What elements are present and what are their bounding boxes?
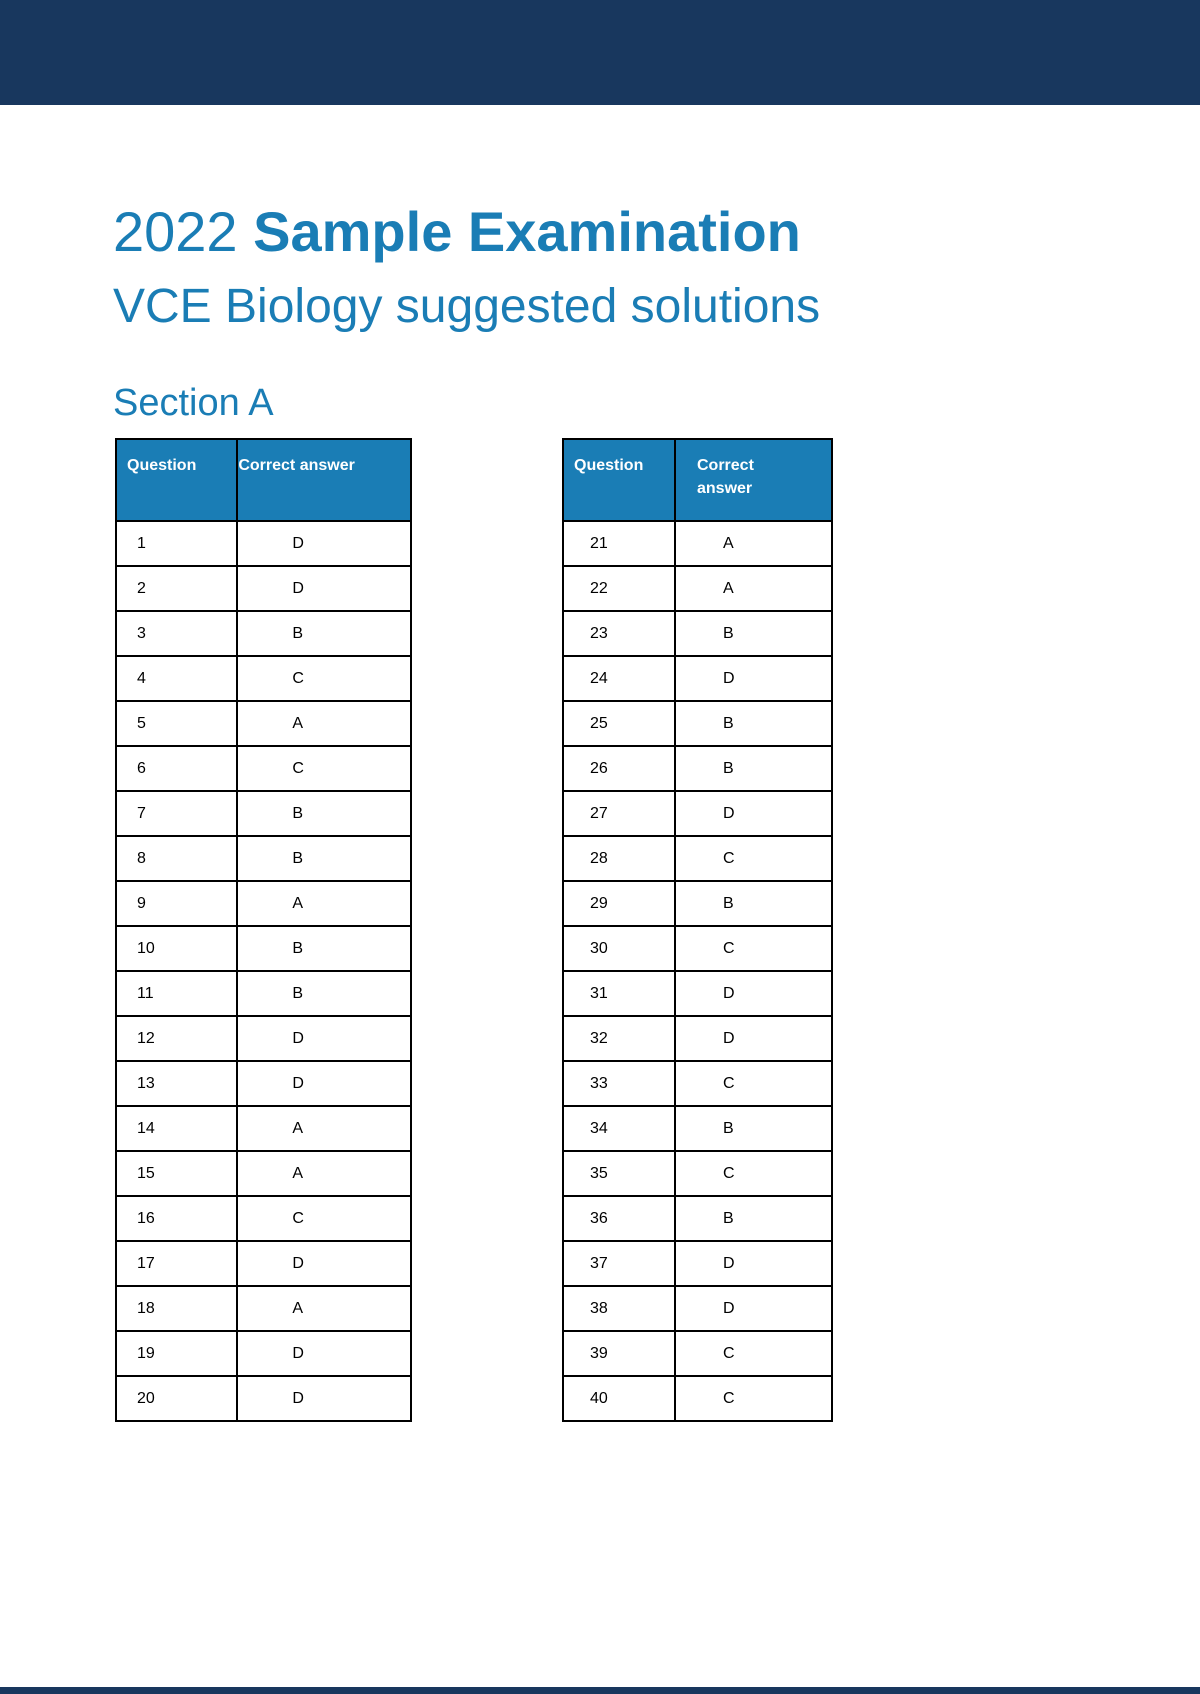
question-number-cell: 27 xyxy=(563,791,675,836)
correct-answer-cell: C xyxy=(237,746,411,791)
question-number-cell: 22 xyxy=(563,566,675,611)
question-number-cell: 28 xyxy=(563,836,675,881)
question-number-cell: 40 xyxy=(563,1376,675,1421)
table-row xyxy=(116,746,411,791)
question-number-cell: 3 xyxy=(116,611,237,656)
question-number-cell: 14 xyxy=(116,1106,237,1151)
correct-answer-cell: A xyxy=(237,881,411,926)
correct-answer-cell: D xyxy=(237,1016,411,1061)
correct-answer-cell: D xyxy=(675,656,832,701)
correct-answer-cell: B xyxy=(675,701,832,746)
table-row xyxy=(116,1106,411,1151)
question-number-cell: 5 xyxy=(116,701,237,746)
table-row xyxy=(116,1151,411,1196)
correct-answer-cell: C xyxy=(675,1331,832,1376)
question-number-cell: 6 xyxy=(116,746,237,791)
question-number-cell: 4 xyxy=(116,656,237,701)
question-number-cell: 29 xyxy=(563,881,675,926)
table-row xyxy=(563,566,832,611)
table-row xyxy=(563,1106,832,1151)
question-number-cell: 18 xyxy=(116,1286,237,1331)
table-header-row xyxy=(563,439,832,521)
correct-answer-cell: A xyxy=(675,566,832,611)
correct-answer-cell: D xyxy=(675,791,832,836)
table-row xyxy=(116,926,411,971)
table-row xyxy=(563,1376,832,1421)
correct-answer-cell: D xyxy=(237,566,411,611)
question-number-cell: 16 xyxy=(116,1196,237,1241)
correct-answer-cell: C xyxy=(237,656,411,701)
question-number-cell: 7 xyxy=(116,791,237,836)
correct-answer-cell: C xyxy=(675,1061,832,1106)
correct-answer-cell: B xyxy=(237,971,411,1016)
question-number-cell: 24 xyxy=(563,656,675,701)
table-row xyxy=(116,566,411,611)
correct-answer-cell: B xyxy=(675,1196,832,1241)
correct-answer-cell: C xyxy=(675,926,832,971)
question-number-cell: 9 xyxy=(116,881,237,926)
table-row xyxy=(563,1331,832,1376)
table-row xyxy=(116,701,411,746)
question-number-cell: 25 xyxy=(563,701,675,746)
table-row xyxy=(563,971,832,1016)
correct-answer-cell: C xyxy=(675,1376,832,1421)
correct-answer-cell: B xyxy=(237,611,411,656)
question-number-cell: 32 xyxy=(563,1016,675,1061)
table-row xyxy=(563,746,832,791)
table-row xyxy=(563,1286,832,1331)
correct-answer-cell: B xyxy=(237,791,411,836)
correct-answer-cell: B xyxy=(237,836,411,881)
answer-table-left xyxy=(115,438,412,1422)
page-title xyxy=(113,200,801,264)
table-header-row xyxy=(116,439,411,521)
table-row xyxy=(116,881,411,926)
section-heading: Section A xyxy=(113,382,274,424)
correct-answer-cell: D xyxy=(237,1061,411,1106)
table-row xyxy=(563,611,832,656)
question-number-cell: 31 xyxy=(563,971,675,1016)
table-row xyxy=(116,1241,411,1286)
question-number-cell: 12 xyxy=(116,1016,237,1061)
question-number-cell: 2 xyxy=(116,566,237,611)
table-row xyxy=(116,971,411,1016)
table-row xyxy=(116,1061,411,1106)
question-number-cell: 34 xyxy=(563,1106,675,1151)
table-row xyxy=(563,881,832,926)
title-main: Sample Examination xyxy=(253,200,801,263)
question-number-cell: 39 xyxy=(563,1331,675,1376)
question-number-cell: 13 xyxy=(116,1061,237,1106)
correct-answer-cell: D xyxy=(237,521,411,566)
table-body xyxy=(116,521,411,1421)
question-number-cell: 23 xyxy=(563,611,675,656)
question-number-cell: 33 xyxy=(563,1061,675,1106)
question-number-cell: 26 xyxy=(563,746,675,791)
header-banner xyxy=(0,0,1200,105)
table-row xyxy=(563,1241,832,1286)
table-row xyxy=(116,521,411,566)
table-row xyxy=(563,836,832,881)
correct-answer-cell: A xyxy=(237,1286,411,1331)
table-row xyxy=(116,1331,411,1376)
table-row xyxy=(116,1196,411,1241)
correct-answer-cell: D xyxy=(675,1016,832,1061)
question-number-cell: 15 xyxy=(116,1151,237,1196)
table-row xyxy=(563,701,832,746)
table-row xyxy=(116,791,411,836)
question-number-cell: 8 xyxy=(116,836,237,881)
table-row xyxy=(563,656,832,701)
correct-answer-cell: B xyxy=(675,1106,832,1151)
question-number-cell: 35 xyxy=(563,1151,675,1196)
correct-answer-cell: A xyxy=(675,521,832,566)
correct-answer-cell: A xyxy=(237,1106,411,1151)
correct-answer-cell: D xyxy=(675,1241,832,1286)
question-number-cell: 1 xyxy=(116,521,237,566)
question-number-cell: 36 xyxy=(563,1196,675,1241)
table-row xyxy=(563,1061,832,1106)
table-row xyxy=(116,836,411,881)
table-row xyxy=(116,611,411,656)
table-row xyxy=(563,926,832,971)
correct-answer-cell: B xyxy=(675,881,832,926)
question-number-cell: 17 xyxy=(116,1241,237,1286)
correct-answer-cell: B xyxy=(675,746,832,791)
question-number-cell: 21 xyxy=(563,521,675,566)
table-row xyxy=(116,1286,411,1331)
question-number-cell: 37 xyxy=(563,1241,675,1286)
title-year: 2022 xyxy=(113,200,238,263)
page-subtitle: VCE Biology suggested solutions xyxy=(113,280,821,333)
answer-table-right xyxy=(562,438,833,1422)
question-number-cell: 20 xyxy=(116,1376,237,1421)
column-header-correct-answer: Correct answer xyxy=(237,439,411,521)
question-number-cell: 38 xyxy=(563,1286,675,1331)
correct-answer-cell: B xyxy=(675,611,832,656)
footer-rule xyxy=(0,1687,1200,1694)
column-header-question: Question xyxy=(116,439,237,521)
correct-answer-cell: C xyxy=(675,1151,832,1196)
question-number-cell: 30 xyxy=(563,926,675,971)
correct-answer-cell: D xyxy=(675,971,832,1016)
table-row xyxy=(116,1376,411,1421)
correct-answer-cell: D xyxy=(237,1241,411,1286)
correct-answer-cell: C xyxy=(237,1196,411,1241)
table-row xyxy=(563,791,832,836)
correct-answer-cell: D xyxy=(237,1376,411,1421)
correct-answer-cell: C xyxy=(675,836,832,881)
correct-answer-cell: B xyxy=(237,926,411,971)
table-row xyxy=(563,521,832,566)
question-number-cell: 11 xyxy=(116,971,237,1016)
column-header-correct-answer: Correct answer xyxy=(675,439,832,521)
table-row xyxy=(116,1016,411,1061)
column-header-question: Question xyxy=(563,439,675,521)
question-number-cell: 19 xyxy=(116,1331,237,1376)
question-number-cell: 10 xyxy=(116,926,237,971)
table-body xyxy=(563,521,832,1421)
correct-answer-cell: D xyxy=(237,1331,411,1376)
correct-answer-cell: A xyxy=(237,701,411,746)
table-row xyxy=(563,1196,832,1241)
correct-answer-cell: A xyxy=(237,1151,411,1196)
table-row xyxy=(563,1016,832,1061)
table-row xyxy=(116,656,411,701)
table-row xyxy=(563,1151,832,1196)
correct-answer-cell: D xyxy=(675,1286,832,1331)
